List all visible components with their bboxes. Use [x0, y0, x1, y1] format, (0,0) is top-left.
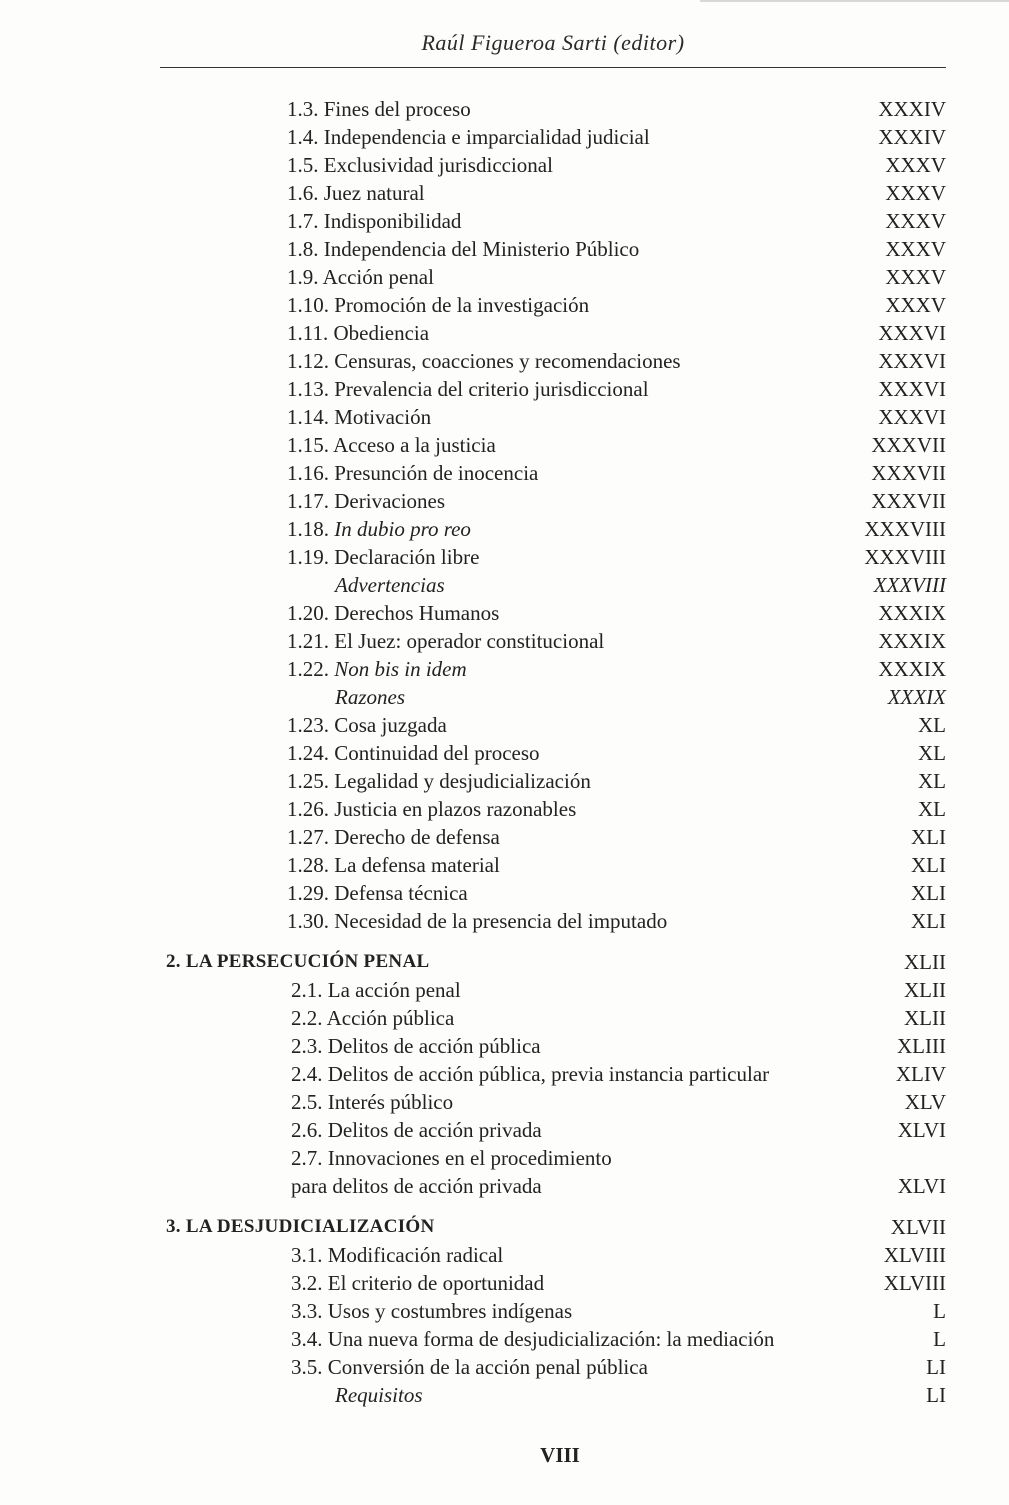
toc-entry-page: XLVIII [883, 1243, 946, 1267]
toc-entry-1-5 [0, 151, 1009, 179]
toc-entry-label [287, 515, 471, 543]
toc-entry-page: XLI [911, 909, 946, 933]
toc-entry-label: 3.2. El criterio de oportunidad [291, 1271, 545, 1295]
toc-entry-label: 1.10. Promoción de la investigación [287, 293, 590, 317]
toc-entry-1-6 [0, 179, 1009, 207]
running-title: Raúl Figueroa Sarti (editor) [421, 30, 685, 55]
toc-entry-label: 3.1. Modificación radical [291, 1243, 504, 1267]
toc-entry-1-13 [0, 375, 1009, 403]
toc-section-title: 3. LA DESJUDICIALIZACIÓN [166, 1216, 435, 1237]
toc-entry-label: 3.5. Conversión de la acción penal pública [291, 1355, 648, 1379]
toc-entry-page: XXXIX [878, 601, 946, 625]
toc-entry-label: 1.26. Justicia en plazos razonables [287, 797, 577, 821]
toc-entry-page: XXXIX [878, 629, 946, 653]
toc-entry-label: 1.12. Censuras, coacciones y recomendaciones [287, 349, 681, 373]
toc-entry-page: XL [918, 741, 946, 765]
toc-entry-label: 3.3. Usos y costumbres indígenas [291, 1299, 573, 1323]
toc-entry-page: L [933, 1299, 946, 1323]
toc-entry-label: 1.25. Legalidad y desjudicialización [287, 769, 591, 793]
toc-entry-label: 1.21. El Juez: operador constitucional [287, 629, 605, 653]
toc-entry-label: 3.4. Una nueva forma de desjudicialización: la mediación [291, 1327, 775, 1351]
toc-entry-label: 1.11. Obediencia [287, 321, 430, 345]
toc-entry-1-3 [0, 95, 1009, 123]
toc-entry-label-line2: para delitos de acción privada [291, 1174, 542, 1198]
toc-entry-label: 1.19. Declaración libre [287, 545, 480, 569]
toc-entry-page: XXXVIII [864, 545, 946, 569]
toc-entry-2-3 [0, 1032, 1009, 1060]
toc-entry-label: 2.6. Delitos de acción privada [291, 1118, 542, 1142]
toc-entry-page: LI [926, 1355, 946, 1379]
toc-entry-label: 1.24. Continuidad del proceso [287, 741, 540, 765]
toc-entry-page: XLVI [897, 1174, 946, 1198]
toc-entry-page: XXXV [885, 153, 946, 177]
toc-entry-label: 1.27. Derecho de defensa [287, 825, 500, 849]
header-rule [160, 67, 946, 68]
toc-entry-1-18 [0, 515, 1009, 543]
toc-entry-label: 1.13. Prevalencia del criterio jurisdiccional [287, 377, 649, 401]
toc-subentry-advertencias [0, 571, 1009, 599]
toc-entry-label: 1.28. La defensa material [287, 853, 500, 877]
toc-entry-page: XL [918, 797, 946, 821]
toc-entry-1-11 [0, 319, 1009, 347]
toc-entry-1-7 [0, 207, 1009, 235]
toc-subentry-razones [0, 683, 1009, 711]
toc-entry-page: XXXVII [871, 461, 946, 485]
toc-entry-label: 2.2. Acción pública [291, 1006, 455, 1030]
toc-entry-label: Razones [335, 685, 405, 709]
toc-entry-3-1 [0, 1241, 1009, 1269]
toc-entry-page: XXXVI [878, 349, 946, 373]
toc-entry-page: XXXV [885, 265, 946, 289]
toc-entry-1-22 [0, 655, 1009, 683]
toc-entry-1-4 [0, 123, 1009, 151]
toc-entry-1-20 [0, 599, 1009, 627]
toc-entry-label: 1.5. Exclusividad jurisdiccional [287, 153, 553, 177]
toc-entry-page: XXXVIII [873, 573, 946, 597]
toc-section-3 [0, 1213, 1009, 1241]
toc-entry-page: XXXV [885, 293, 946, 317]
toc-entry-page: XXXIX [887, 685, 946, 709]
toc-entry-label: 1.4. Independencia e imparcialidad judicial [287, 125, 650, 149]
toc-entry-3-3 [0, 1297, 1009, 1325]
toc-entry-label-line1: 2.7. Innovaciones en el procedimiento [291, 1146, 612, 1170]
toc-entry-page: LI [926, 1383, 946, 1407]
toc-entry-2-6 [0, 1116, 1009, 1144]
toc-entry-label: 1.3. Fines del proceso [287, 97, 471, 121]
toc-entry-page: XXXVI [878, 405, 946, 429]
toc-entry-page: XLI [911, 825, 946, 849]
toc-entry-label [291, 1144, 612, 1200]
toc-entry-page: XXXVII [871, 489, 946, 513]
toc-entry-page: L [933, 1327, 946, 1351]
toc-entry-label: 1.20. Derechos Humanos [287, 601, 500, 625]
toc-entry-1-29 [0, 879, 1009, 907]
toc-entry-3-2 [0, 1269, 1009, 1297]
toc-entry-page: XXXVII [871, 433, 946, 457]
toc-subentry-requisitos [0, 1381, 1009, 1409]
toc-entry-1-30 [0, 907, 1009, 935]
toc-entry-page: XLI [911, 853, 946, 877]
toc-entry-1-27 [0, 823, 1009, 851]
toc-entry-page: XLIV [895, 1062, 946, 1086]
toc-entry-page: XXXV [885, 237, 946, 261]
toc-entry-page: XLI [911, 881, 946, 905]
toc-entry-prefix: 1.18. [287, 517, 335, 541]
toc-entry-page: XXXIV [878, 97, 946, 121]
toc-entry-1-17 [0, 487, 1009, 515]
toc-entry-label: 1.29. Defensa técnica [287, 881, 468, 905]
toc-entry-1-19 [0, 543, 1009, 571]
toc-entry-prefix: 1.22. [287, 657, 335, 681]
toc-entry-label: 2.5. Interés público [291, 1090, 454, 1114]
toc-entry-page: XL [918, 713, 946, 737]
page-edge-line [700, 0, 1009, 2]
toc-section-title: 2. LA PERSECUCIÓN PENAL [166, 951, 430, 972]
toc-entry-1-15 [0, 431, 1009, 459]
toc-entry-page: XXXV [885, 181, 946, 205]
toc-entry-3-5 [0, 1353, 1009, 1381]
toc-entry-page: XXXIV [878, 125, 946, 149]
toc-section-2 [0, 948, 1009, 976]
page-folio: VIII [540, 1443, 580, 1467]
toc-entry-1-26 [0, 795, 1009, 823]
toc-entry-1-10 [0, 291, 1009, 319]
toc-entry-label: 1.30. Necesidad de la presencia del imputado [287, 909, 668, 933]
toc-entry-page: XXXV [885, 209, 946, 233]
toc-entry-label: 1.6. Juez natural [287, 181, 425, 205]
toc-entry-label: Advertencias [335, 573, 445, 597]
toc-entry-label: 1.17. Derivaciones [287, 489, 446, 513]
toc-entry-1-8 [0, 235, 1009, 263]
toc-entry-2-5 [0, 1088, 1009, 1116]
toc-entry-page: XXXIX [878, 657, 946, 681]
toc-entry-1-14 [0, 403, 1009, 431]
toc-entry-1-21 [0, 627, 1009, 655]
table-of-contents [0, 95, 1009, 1409]
toc-entry-page: XLVII [890, 1215, 946, 1239]
toc-entry-1-16 [0, 459, 1009, 487]
toc-entry-1-9 [0, 263, 1009, 291]
toc-entry-label: Requisitos [335, 1383, 423, 1407]
toc-entry-page: XL [918, 769, 946, 793]
toc-entry-page: XLIII [897, 1034, 946, 1058]
toc-entry-label: 2.4. Delitos de acción pública, previa instancia particular [291, 1062, 770, 1086]
toc-entry-label: 1.9. Acción penal [287, 265, 434, 289]
toc-entry-page: XLV [904, 1090, 946, 1114]
toc-entry-label: 1.15. Acceso a la justicia [287, 433, 496, 457]
toc-entry-2-1 [0, 976, 1009, 1004]
toc-entry-page: XXXVI [878, 377, 946, 401]
toc-entry-page: XLVI [897, 1118, 946, 1142]
toc-entry-label: 1.23. Cosa juzgada [287, 713, 447, 737]
toc-entry-latin-term: Non bis in idem [334, 657, 467, 681]
toc-entry-1-24 [0, 739, 1009, 767]
toc-entry-label: 1.14. Motivación [287, 405, 432, 429]
toc-entry-page: XLII [904, 950, 946, 974]
toc-entry-page: XLII [904, 1006, 946, 1030]
toc-entry-page: XLVIII [883, 1271, 946, 1295]
toc-entry-page: XXXVIII [864, 517, 946, 541]
toc-entry-2-2 [0, 1004, 1009, 1032]
toc-entry-label: 2.1. La acción penal [291, 978, 461, 1002]
toc-entry-page: XXXVI [878, 321, 946, 345]
toc-entry-label: 1.7. Indisponibilidad [287, 209, 462, 233]
toc-entry-2-4 [0, 1060, 1009, 1088]
toc-entry-label: 1.16. Presunción de inocencia [287, 461, 539, 485]
toc-entry-page: XLII [904, 978, 946, 1002]
toc-entry-2-7 [0, 1144, 1009, 1200]
toc-entry-latin-term: In dubio pro reo [334, 517, 471, 541]
toc-entry-1-25 [0, 767, 1009, 795]
toc-entry-1-12 [0, 347, 1009, 375]
toc-entry-1-28 [0, 851, 1009, 879]
toc-entry-label [287, 655, 467, 683]
toc-entry-label: 1.8. Independencia del Ministerio Público [287, 237, 640, 261]
toc-entry-1-23 [0, 711, 1009, 739]
toc-entry-3-4 [0, 1325, 1009, 1353]
toc-entry-label: 2.3. Delitos de acción pública [291, 1034, 541, 1058]
